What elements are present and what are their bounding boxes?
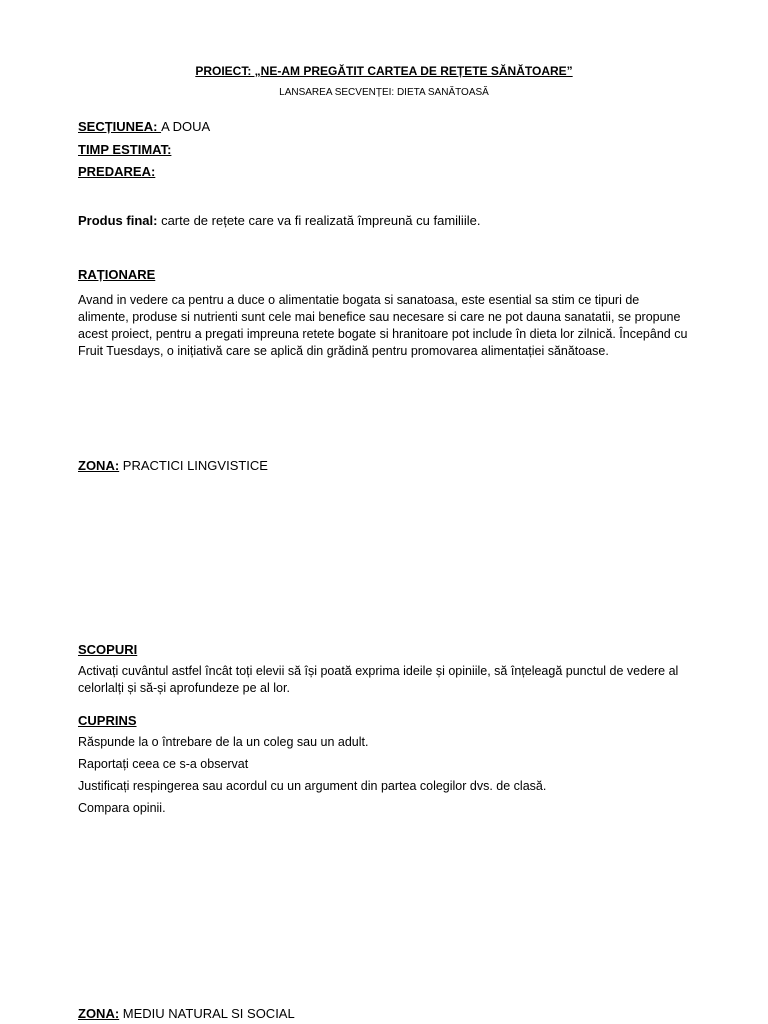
zone-language-value: PRACTICI LINGVISTICE [119, 458, 268, 473]
document-subtitle: LANSAREA SECVENȚEI: DIETA SANĂTOASĂ [279, 87, 489, 98]
final-product-text: carte de rețete care va fi realizată împreună cu familiile. [157, 213, 481, 228]
zone-language-label: ZONA: [78, 458, 120, 473]
zone-language [78, 458, 268, 473]
rationale-text: Avand in vedere ca pentru a duce o alimentatie bogata si sanatoasa, este esential sa stim ce tipuri de alimente, produse si nutrienti sunt cele mai benefice sau necesare si care ne pot dauna sanatatii, se propune acest proiect, pentru a pregati impreuna retete bogate si hranitoare pot include în dieta lor zilnică. Începând cu Fruit Tuesdays, o inițiativă care se aplică din grădină pentru promovarea alimentației sănătoase. [78, 293, 688, 358]
zone-environment-label: ZONA: [78, 1006, 120, 1021]
zone-environment-value: MEDIU NATURAL SI SOCIAL [119, 1006, 295, 1021]
contents-heading: CUPRINS [78, 713, 137, 728]
contents-item: Raportați ceea ce s-a observat [78, 757, 249, 771]
contents-item: Justificați respingerea sau acordul cu un argument din partea colegilor dvs. de clasă. [78, 779, 547, 793]
document-title: PROIECT: „NE-AM PREGĂTIT CARTEA DE REȚETE SĂNĂTOARE” [195, 64, 573, 78]
final-product-label: Produs final: [78, 213, 158, 228]
rationale-heading: RAȚIONARE [78, 267, 156, 282]
section-label: SECȚIUNEA: [78, 119, 162, 134]
contents-item: Compara opinii. [78, 801, 166, 815]
section-field [78, 119, 210, 134]
section-value: A DOUA [161, 119, 211, 134]
goals-heading: SCOPURI [78, 642, 138, 657]
goals-text: Activați cuvântul astfel încât toți elevii să își poată exprima ideile și opiniile, să înțeleagă punctul de vedere al celorlalți și să-și aprofundeze pe al lor. [78, 664, 679, 695]
time-label: TIMP ESTIMAT: [78, 142, 172, 157]
zone-environment [78, 1006, 295, 1021]
teaching-label: PREDAREA: [78, 164, 156, 179]
contents-item: Răspunde la o întrebare de la un coleg sau un adult. [78, 735, 369, 749]
final-product [78, 213, 480, 228]
time-field [78, 142, 171, 157]
teaching-field [78, 164, 155, 179]
